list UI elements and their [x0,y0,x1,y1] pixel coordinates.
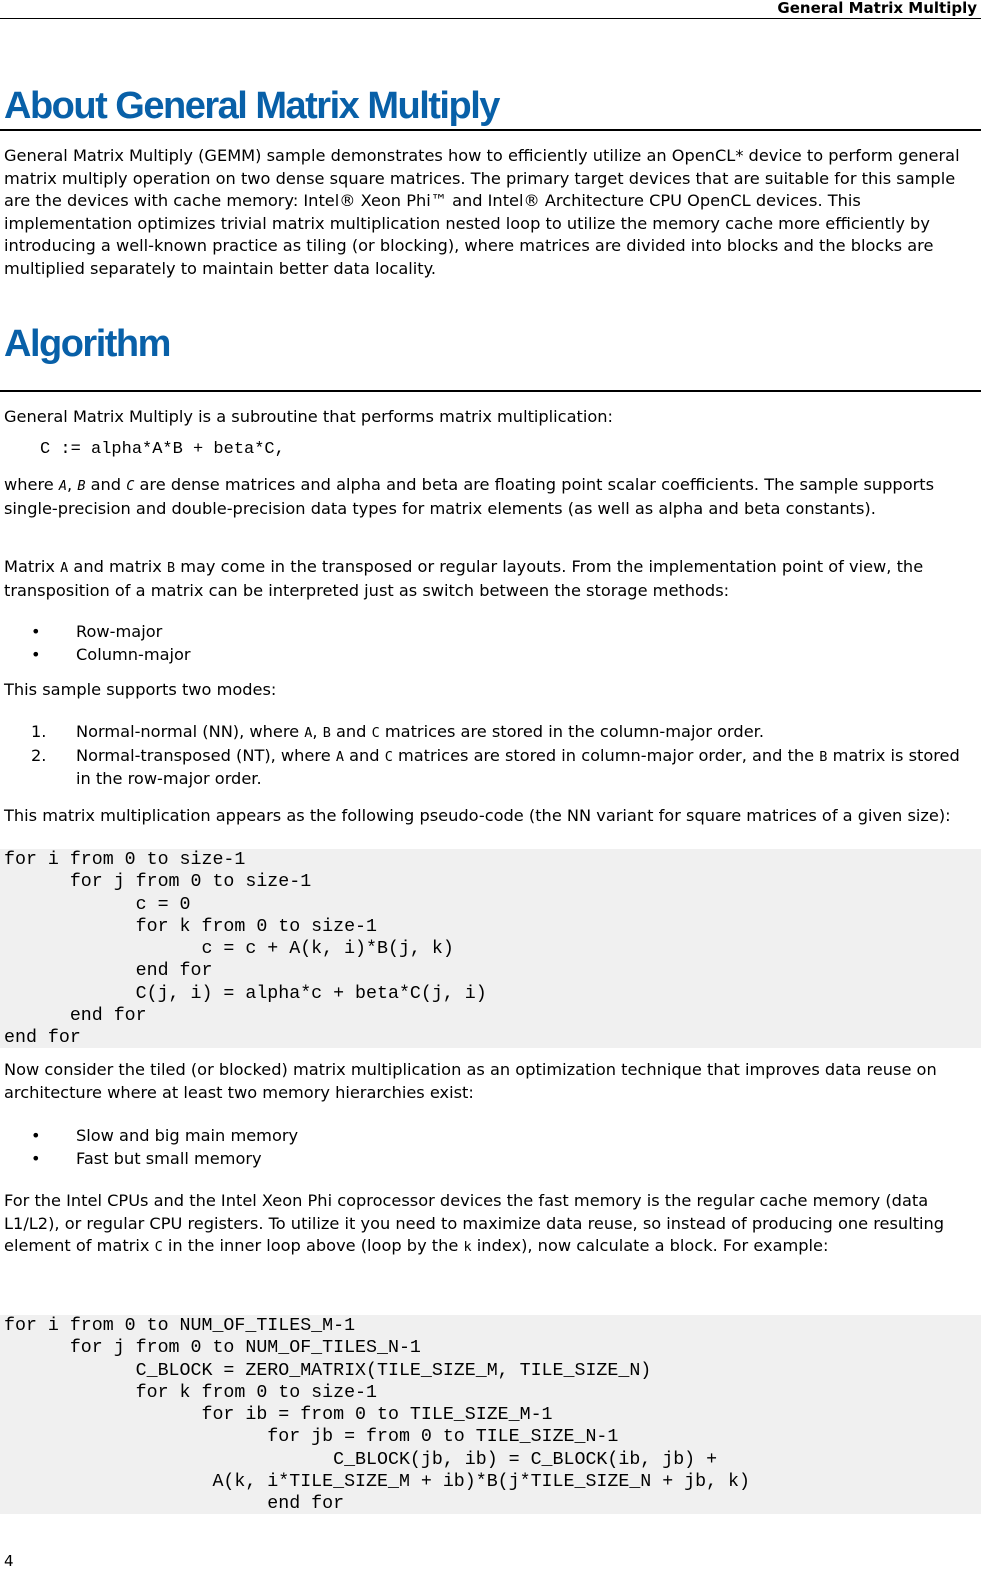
heading-about: About General Matrix Multiply [4,85,499,127]
modes-intro: This sample supports two modes: [4,680,277,699]
heading-algorithm-rule [0,390,981,392]
modes-list [0,721,975,791]
code-line: for j from 0 to NUM_OF_TILES_N-1 [4,1338,421,1359]
list-item: • Row-major [0,621,975,644]
gemm-formula: C := alpha*A*B + beta*C, [40,440,285,459]
tiled-intro: Now consider the tiled (or blocked) matrix multiplication as an optimization technique that improves data reuse on architecture where at least two memory hierarchies exist: [4,1060,937,1102]
list-item: 2. Normal-transposed (NT), where A and C matrices are stored in column-major order, and the B matrix is stored in the row-major order. [31,745,960,788]
code-line: end for [4,961,213,982]
list-item: 1. Normal-normal (NN), where A, B and C matrices are stored in the column-major order. [31,722,764,741]
code-line: c = 0 [4,894,191,915]
header-rule [0,18,981,19]
bullet-icon: • [31,622,41,641]
code-block-tiled [0,1315,981,1514]
code-line: end for [4,1494,345,1514]
bullet-icon: • [31,644,41,664]
code-line: for k from 0 to size-1 [4,1382,377,1403]
page-number: 4 [4,1552,14,1570]
code-line: C_BLOCK = ZERO_MATRIX(TILE_SIZE_M, TILE_SIZE_N) [4,1360,652,1381]
bullet-icon: • [31,1148,41,1168]
about-paragraph: General Matrix Multiply (GEMM) sample demonstrates how to efficiently utilize an OpenCL* device to perform general matrix multiply operation on two dense square matrices. The primary target devices that are suitable for this sample are the devices with cache memory: Intel® Xeon Phi™ and Intel® Architecture CPU OpenCL devices. This implementation optimizes trivial matrix multiplication nested loop to utilize the memory cache more efficiently by introducing a well-known practice as tiling (or blocking), where matrices are divided into blocks and the blocks are multiplied separately to maintain better data locality. [4,146,960,278]
code-line: end for [4,1028,81,1048]
storage-methods-list [0,621,975,666]
where-paragraph: where A, B and C are dense matrices and alpha and beta are floating point scalar coefficients. The sample supports single-precision and double-precision data types for matrix elements (as well as alpha and beta constants). [4,475,935,518]
memory-types-list [0,1125,975,1170]
running-header-title: General Matrix Multiply [777,0,977,17]
code-line: for ib = from 0 to TILE_SIZE_M-1 [4,1405,553,1425]
code-block-naive [0,849,981,1048]
code-line: for i from 0 to NUM_OF_TILES_M-1 [4,1316,356,1336]
intel-cpus-paragraph: For the Intel CPUs and the Intel Xeon Phi coprocessor devices the fast memory is the regular cache memory (data L1/L2), or regular CPU registers. To utilize it you need to maximize data reuse, so instead of producing one resulting element of matrix C in the inner loop above (loop by the k index), now calculate a block. For example: [4,1191,945,1255]
list-item: • Column-major [0,644,975,667]
code-line: end for [4,1005,147,1026]
heading-about-rule [0,129,981,131]
algorithm-intro: General Matrix Multiply is a subroutine that performs matrix multiplication: [4,407,613,426]
bullet-icon: • [31,1126,41,1145]
list-item: • Slow and big main memory [0,1125,975,1148]
code-line: for j from 0 to size-1 [4,872,312,893]
heading-algorithm: Algorithm [4,323,170,365]
code-line: C(j, i) = alpha*c + beta*C(j, i) [4,983,487,1004]
code-line: for jb = from 0 to TILE_SIZE_N-1 [4,1427,619,1448]
matrix-layout-paragraph: Matrix A and matrix B may come in the transposed or regular layouts. From the implementation point of view, the transposition of a matrix can be interpreted just as switch between the storage methods: [4,557,924,600]
code-line: for i from 0 to size-1 [4,850,246,870]
code-line: C_BLOCK(jb, ib) = C_BLOCK(ib, jb) + [4,1449,718,1470]
code-line: for k from 0 to size-1 [4,916,377,937]
pseudo-code-intro: This matrix multiplication appears as the following pseudo-code (the NN variant for square matrices of a given size): [4,806,951,825]
code-line: c = c + A(k, i)*B(j, k) [4,939,454,959]
list-item: • Fast but small memory [0,1148,975,1171]
code-line: A(k, i*TILE_SIZE_M + ib)*B(j*TILE_SIZE_N + jb, k) [4,1471,750,1492]
